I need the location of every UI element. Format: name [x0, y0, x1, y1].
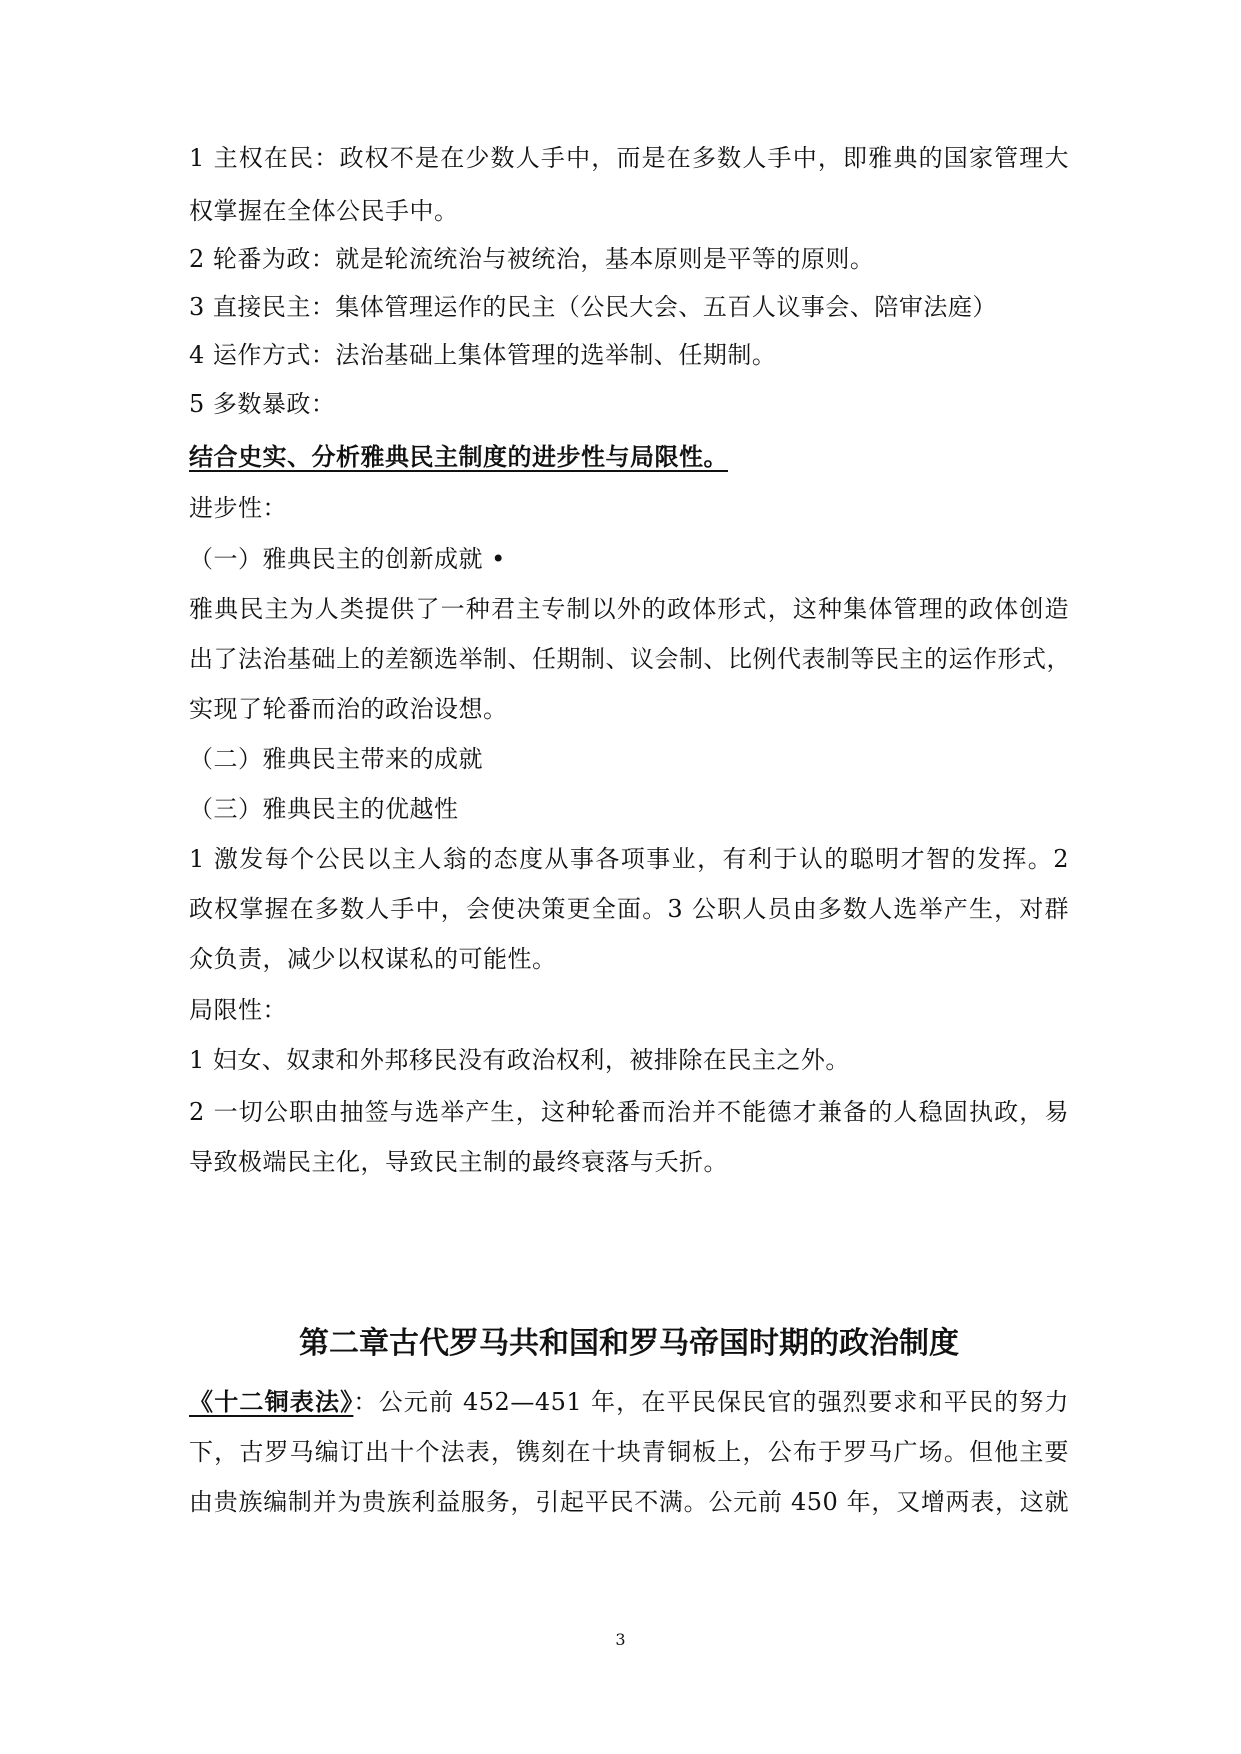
section-heading-text: 结合史实、分析雅典民主制度的进步性与局限性。	[189, 442, 728, 471]
subheading-1: （一）雅典民主的创新成就 •	[189, 545, 506, 573]
limitation-2-line-2: 导致极端民主化，导致民主制的最终衰落与夭折。	[189, 1148, 728, 1176]
point-3: 3 直接民主：集体管理运作的民主（公民大会、五百人议事会、陪审法庭）	[189, 293, 997, 321]
limitation-label: 局限性：	[189, 996, 287, 1024]
subheading-3: （三）雅典民主的优越性	[189, 795, 459, 823]
law-term: 《十二铜表法》	[189, 1387, 354, 1416]
progress-label: 进步性：	[189, 494, 287, 522]
law-para-line-2: 下，古罗马编订出十个法表，镌刻在十块青铜板上，公布于罗马广场。但他主要	[189, 1438, 1069, 1466]
page-number: 3	[615, 1630, 626, 1649]
law-text-1: 公元前 452—451 年，在平民保民官的强烈要求和平民的努力	[378, 1388, 1070, 1416]
para-1-line-2: 出了法治基础上的差额选举制、任期制、议会制、比例代表制等民主的运作形式，	[189, 645, 1071, 673]
law-para-line-3: 由贵族编制并为贵族利益服务，引起平民不满。公元前 450 年，又增两表，这就	[189, 1488, 1069, 1516]
point-1-line-1: 1 主权在民：政权不是在少数人手中，而是在多数人手中，即雅典的国家管理大	[189, 144, 1069, 172]
para-2-line-1: 1 激发每个公民以主人翁的态度从事各项事业，有利于认的聪明才智的发挥。2	[189, 845, 1069, 873]
chapter-title: 第二章古代罗马共和国和罗马帝国时期的政治制度	[299, 1326, 959, 1361]
limitation-2-line-1: 2 一切公职由抽签与选举产生，这种轮番而治并不能德才兼备的人稳固执政，易	[189, 1098, 1069, 1126]
law-colon: ：	[353, 1388, 379, 1416]
section-heading	[189, 441, 728, 473]
para-2-line-2: 政权掌握在多数人手中，会使决策更全面。3 公职人员由多数人选举产生，对群	[189, 895, 1069, 923]
para-1-line-3: 实现了轮番而治的政治设想。	[189, 695, 508, 723]
point-4: 4 运作方式：法治基础上集体管理的选举制、任期制。	[189, 341, 777, 369]
para-2-line-3: 众负责，减少以权谋私的可能性。	[189, 945, 557, 973]
point-1-line-2: 权掌握在全体公民手中。	[189, 197, 459, 225]
subheading-2: （二）雅典民主带来的成就	[189, 745, 483, 773]
para-1-line-1: 雅典民主为人类提供了一种君主专制以外的政体形式，这种集体管理的政体创造	[189, 595, 1069, 623]
point-5: 5 多数暴政：	[189, 390, 336, 418]
point-2: 2 轮番为政：就是轮流统治与被统治，基本原则是平等的原则。	[189, 245, 875, 273]
law-para-line-1	[189, 1386, 1069, 1418]
limitation-1: 1 妇女、奴隶和外邦移民没有政治权利，被排除在民主之外。	[189, 1046, 850, 1074]
